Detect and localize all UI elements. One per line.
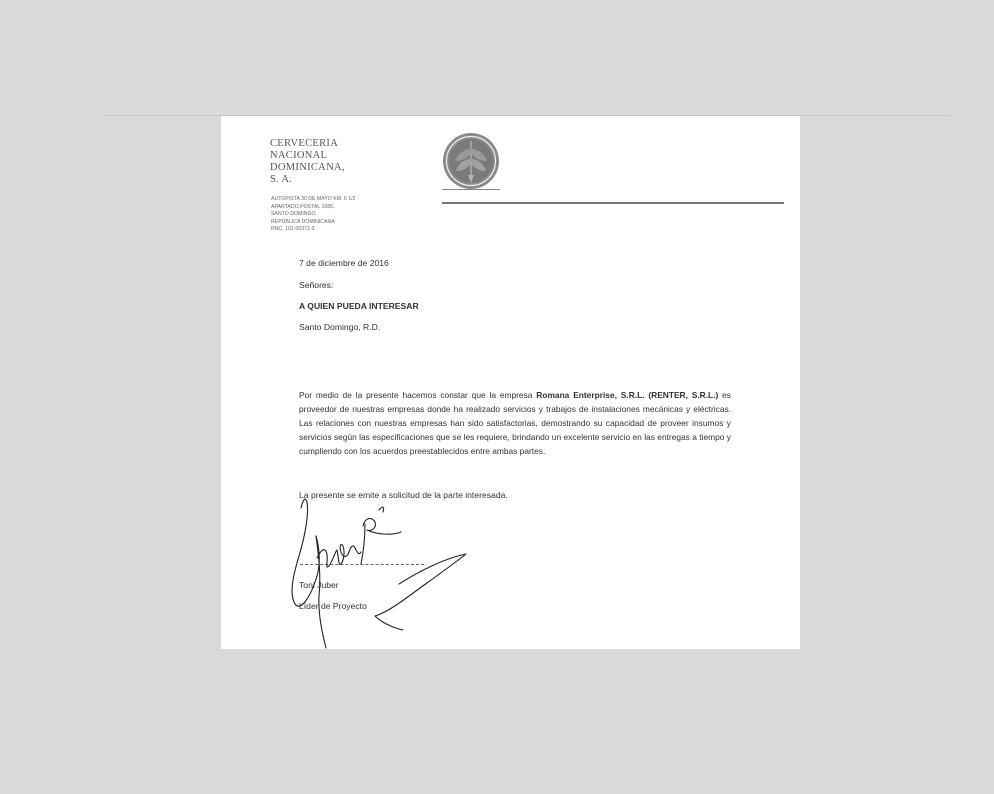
letterhead-rule (442, 202, 784, 204)
location: Santo Domingo, R.D. (299, 322, 381, 332)
body-intro: Por medio de la presente hacemos constar que la empresa (299, 390, 537, 400)
handwritten-signature (281, 466, 491, 649)
closing-line: La presente se emite a solicitud de la parte interesada. (299, 490, 508, 500)
letter-body (299, 388, 731, 458)
letter-page (221, 116, 800, 649)
signer-title: Líder de Proyecto (299, 601, 367, 611)
letter-date: 7 de diciembre de 2016 (299, 258, 389, 268)
body-company: Romana Enterprise, S.R.L. (RENTER, S.R.L.) (536, 390, 719, 400)
company-address: AUTOPISTA 30 DE MAYO KM. 6 1/2 APARTADO POSTAL 1086, SANTO DOMINGO, REPÚBLICA DOMINICANA RNC. 101-00372-3 (271, 196, 356, 233)
wheat-logo-icon (441, 131, 501, 191)
salutation: Señores: (299, 280, 334, 290)
logo-underline (442, 189, 500, 190)
body-rest: es proveedor de nuestras empresas donde ha realizado servicios y trabajos de instalaciones mecánicas y eléctricas. Las relaciones con nuestras empresas han sido satisfactorias, demostrando su capacidad de proveer insumos y servicios según las especificaciones que se les requiere, brindando un excelente servicio en las entregas a tiempo y cumpliendo con los acuerdos preestablecidos entre ambas partes. (299, 390, 731, 456)
signer-name: Toni Juber (299, 580, 339, 590)
company-name: CERVECERIA NACIONAL DOMINICANA, S. A. (270, 138, 345, 185)
recipient: A QUIEN PUEDA INTERESAR (299, 301, 419, 311)
